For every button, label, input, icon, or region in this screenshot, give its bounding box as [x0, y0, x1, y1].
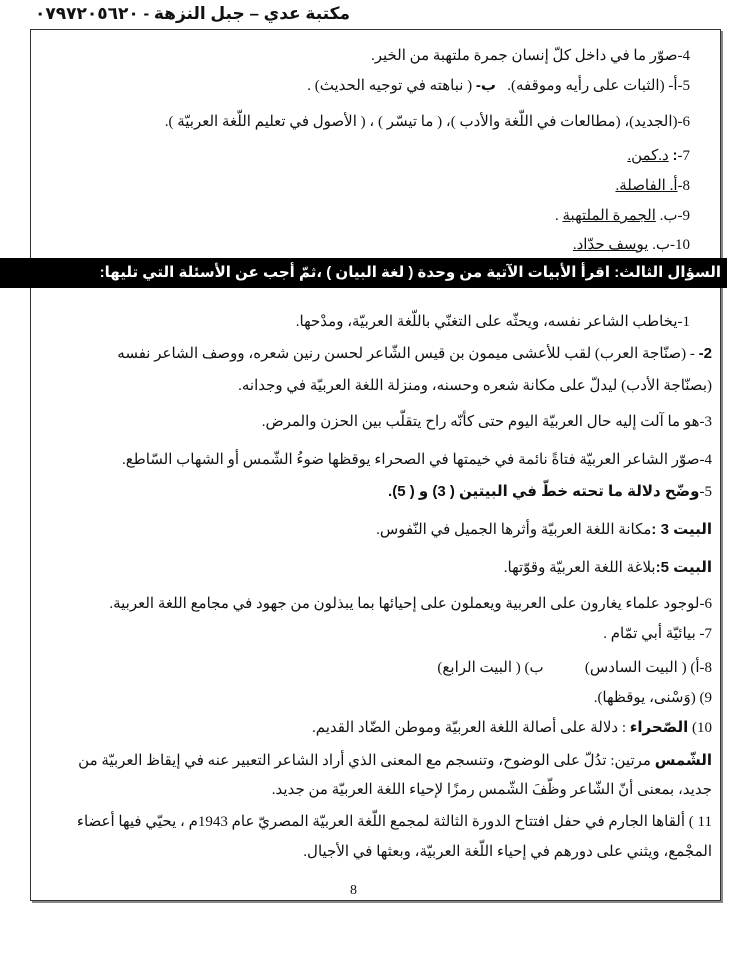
verse-label: البيت 3 :	[651, 521, 712, 538]
answer-text: أ. الفاصلة.	[615, 178, 678, 194]
answer-line: 6-(الجديد)، (مطالعات في اللّغة والأدب )، ( ما تيسّر ) ، ( الأصول في تعليم اللّغة العربيّة ).	[164, 114, 690, 130]
answer-b: ( نباهته في توجيه الحديث) .	[307, 78, 473, 94]
answer-text: مرتين: تدُلّ على الوضوح، وتنسجم مع المعنى الذي أراد الشاعر التعبير عنه في إيقاظ العربيّة من	[78, 753, 655, 769]
answer-text: الجمرة الملتهبة	[562, 208, 656, 224]
answer-line	[504, 558, 712, 578]
answer-line	[307, 76, 690, 96]
answer-line	[437, 658, 712, 678]
answer-line	[615, 176, 690, 196]
answer-line: 3-هو ما آلت إليه حال العربيّة اليوم حتى كأنّه راح يتقلّب بين الحزن والمرض.	[261, 414, 712, 430]
answer-line: المجْمع، ويثني على دورهم في إحياء اللّغة العربيّة، وبعثها في الأجيال.	[303, 844, 712, 860]
answer-line: 7- بيائيّة أبي تمّام .	[603, 626, 712, 642]
section-banner: السؤال الثالث: اقرأ الأبيات الآتية من وحدة ( لغة البيان ) ،ثمّ أجب عن الأسئلة التي تليها:	[0, 258, 727, 288]
answer-text: بلاغة اللغة العربيّة وقوّتها.	[503, 560, 656, 576]
answer-line	[376, 520, 712, 540]
answer-number: 10)	[692, 720, 712, 736]
answer-line	[627, 146, 690, 166]
answer-number: 5-	[699, 484, 712, 500]
answer-text: مكانة اللغة العربيّة وأثرها الجميل في النّفوس.	[376, 522, 652, 538]
answer-line: جديد، بمعنى أنّ الشّاعر وظّفَ الشّمس رمزًا لإحياء اللغة العربيّة من جديد.	[271, 782, 712, 798]
verse-label: البيت 5:	[655, 559, 712, 576]
answer-line: 9) (وَسْنى، يوقظها).	[593, 690, 712, 706]
answer-line	[312, 718, 712, 738]
answer-line	[78, 751, 712, 771]
answer-a: 5-أ- (الثبات على رأيه وموقفه).	[507, 78, 690, 94]
answer-number: 2-	[698, 345, 712, 362]
answer-line: 4-صوّر ما في داخل كلّ إنسان جمرة ملتهبة من الخير.	[370, 48, 690, 64]
answer-line: (بصنّاجة الأدب) ليدلّ على مكانة شعره وحسنه، ومنزلة اللغة العربيّة في وجدانه.	[238, 378, 712, 394]
question-text: وضّح دلالة ما تحته خطّ في البيتين ( 3) و ( 5).	[388, 483, 700, 500]
library-header: مكتبة عدي – جبل النزهة - ٠٧٩٧٢٠٥٦٢٠	[34, 4, 350, 23]
answer-text: : دلالة على أصالة اللغة العربيّة وموطن الضّاد القديم.	[312, 720, 630, 736]
term-label: الصّحراء	[629, 719, 689, 736]
answer-line	[388, 482, 712, 502]
answer-b: ب) ( البيت الرابع)	[437, 660, 544, 676]
answer-number: 8-	[677, 178, 690, 194]
answer-line: 11 ) ألقاها الجارم في حفل افتتاح الدورة الثالثة لمجمع اللّغة العربيّة المصريّ عام 1943م ، يحيّي فيها أعضاء	[76, 814, 712, 830]
answer-tail: .	[555, 208, 563, 224]
answer-a: 8-أ) ( البيت السادس)	[584, 660, 712, 676]
answer-number: 10-ب.	[652, 237, 690, 253]
answer-number: 9-ب.	[659, 208, 690, 224]
answer-b-label: ب-	[475, 77, 496, 94]
answer-line	[117, 344, 712, 364]
answer-line: 6-لوجود علماء يغارون على العربية ويعملون على إحيائها بما يبذلون من جهود في مجامع اللغة العربية.	[109, 596, 712, 612]
answer-number: 7-	[677, 148, 690, 164]
term-label: الشّمس	[654, 752, 712, 769]
answer-line	[573, 235, 690, 255]
answer-text: د.كمن.	[627, 148, 669, 164]
answer-text: - (صنّاجة العرب) لقب للأعشى ميمون بن قيس الشّاعر لحسن رنين شعره، ووصف الشاعر نفسه	[117, 346, 699, 362]
separator: :	[672, 147, 678, 164]
answer-line	[555, 206, 690, 226]
answer-text: يوسف حدّاد.	[572, 237, 649, 253]
answer-line: 4-صوّر الشاعر العربيّة فتاةً نائمة في خيمتها في الصحراء يوقظها ضوءُ الشّمس أو الشهاب السّاطع.	[122, 452, 712, 468]
page-number: 8	[350, 883, 357, 898]
answer-line: 1-يخاطب الشاعر نفسه، ويحثّه على التغنّي باللّغة العربيّة، ومدْحها.	[295, 314, 690, 330]
